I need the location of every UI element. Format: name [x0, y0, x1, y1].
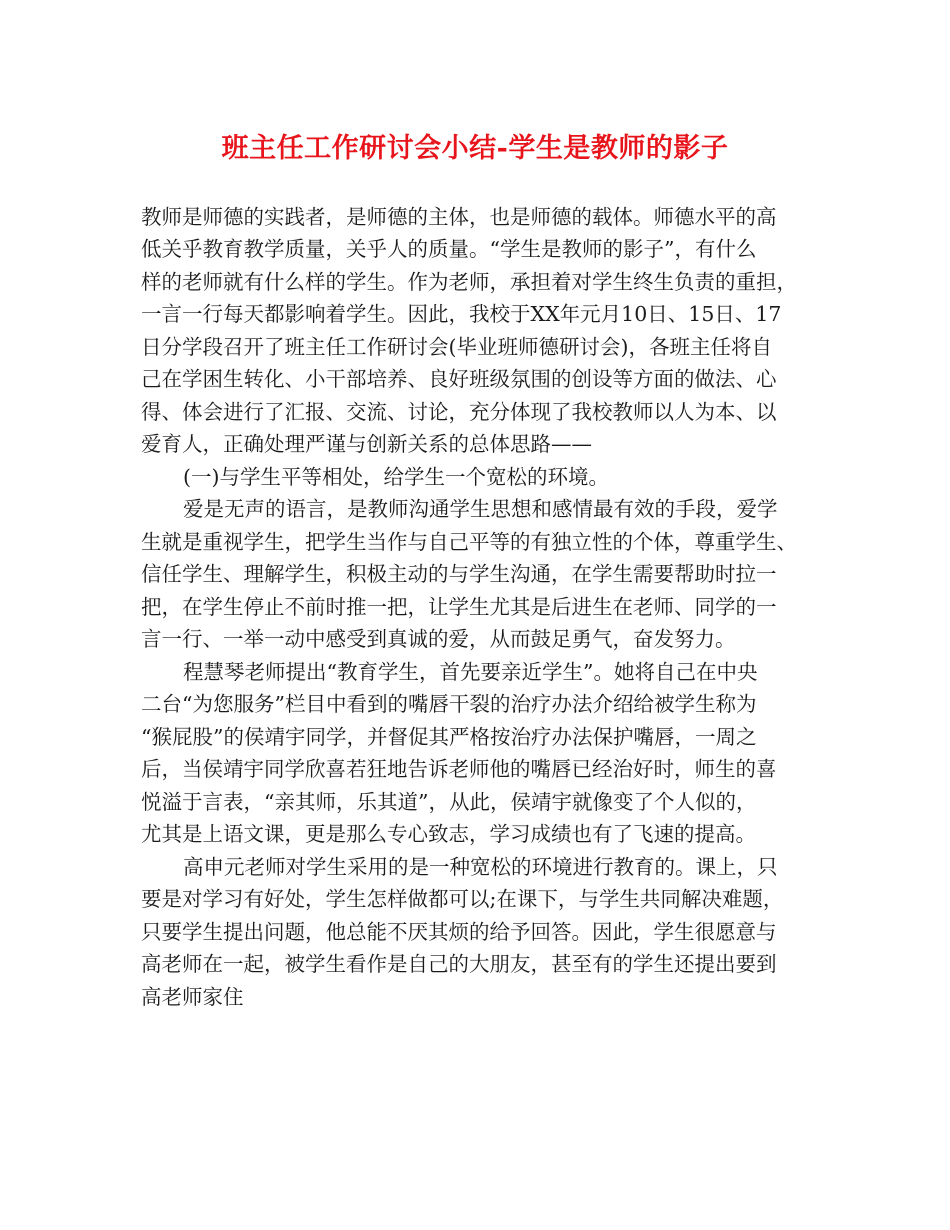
text-line: 尤其是上语文课，更是那么专心致志，学习成绩也有了飞速的提高。: [141, 822, 756, 846]
text-line: 高老师在一起，被学生看作是自己的大朋友，甚至有的学生还提出要到: [141, 952, 777, 976]
text-line: 言一行、一举一动中感受到真诚的爱，从而鼓足勇气，奋发努力。: [141, 627, 736, 651]
text-line: 信任学生、理解学生，积极主动的与学生沟通，在学生需要帮助时拉一: [141, 562, 777, 586]
text-line: 一言一行每天都影响着学生。因此，我校于XX年元月10日、15日、17: [141, 302, 782, 326]
text-line: 爱育人，正确处理严谨与创新关系的总体思路——: [141, 432, 592, 456]
text-line: 二台“为您服务”栏目中看到的嘴唇干裂的治疗办法介绍给被学生称为: [141, 692, 757, 716]
text-line: 得、体会进行了汇报、交流、讨论，充分体现了我校教师以人为本、以: [141, 400, 777, 424]
text-line: 程慧琴老师提出“教育学生，首先要亲近学生”。她将自己在中央: [183, 660, 758, 684]
text-line: 样的老师就有什么样的学生。作为老师，承担着对学生终生负责的重担，: [141, 270, 797, 294]
text-line: “猴屁股”的侯靖宇同学，并督促其严格按治疗办法保护嘴唇，一周之: [141, 725, 757, 749]
text-line: 日分学段召开了班主任工作研讨会(毕业班师德研讨会)，各班主任将自: [141, 335, 772, 359]
text-line: 高申元老师对学生采用的是一种宽松的环境进行教育的。课上，只: [183, 855, 778, 879]
section-heading: (一)与学生平等相处，给学生一个宽松的环境。: [183, 465, 609, 489]
text-line: 爱是无声的语言，是教师沟通学生思想和感情最有效的手段，爱学: [183, 497, 778, 521]
text-line: 悦溢于言表，“亲其师，乐其道”，从此，侯靖宇就像变了个人似的，: [141, 790, 757, 814]
text-line: 己在学困生转化、小干部培养、良好班级氛围的创设等方面的做法、心: [141, 367, 777, 391]
text-line: 生就是重视学生，把学生当作与自己平等的有独立性的个体，尊重学生、: [141, 530, 797, 554]
text-line: 后，当侯靖宇同学欣喜若狂地告诉老师他的嘴唇已经治好时，师生的喜: [141, 757, 777, 781]
text-line: 把，在学生停止不前时推一把，让学生尤其是后进生在老师、同学的一: [141, 595, 777, 619]
text-line: 只要学生提出问题，他总能不厌其烦的给予回答。因此，学生很愿意与: [141, 920, 777, 944]
text-line: 要是对学习有好处，学生怎样做都可以;在课下，与学生共同解决难题，: [141, 887, 784, 911]
text-line: 低关乎教育教学质量，关乎人的质量。“学生是教师的影子”，有什么: [141, 237, 757, 261]
text-line: 教师是师德的实践者，是师德的主体，也是师德的载体。师德水平的高: [141, 205, 777, 229]
document-title: 班主任工作研讨会小结-学生是教师的影子: [221, 133, 729, 164]
text-line: 高老师家住: [141, 985, 244, 1009]
